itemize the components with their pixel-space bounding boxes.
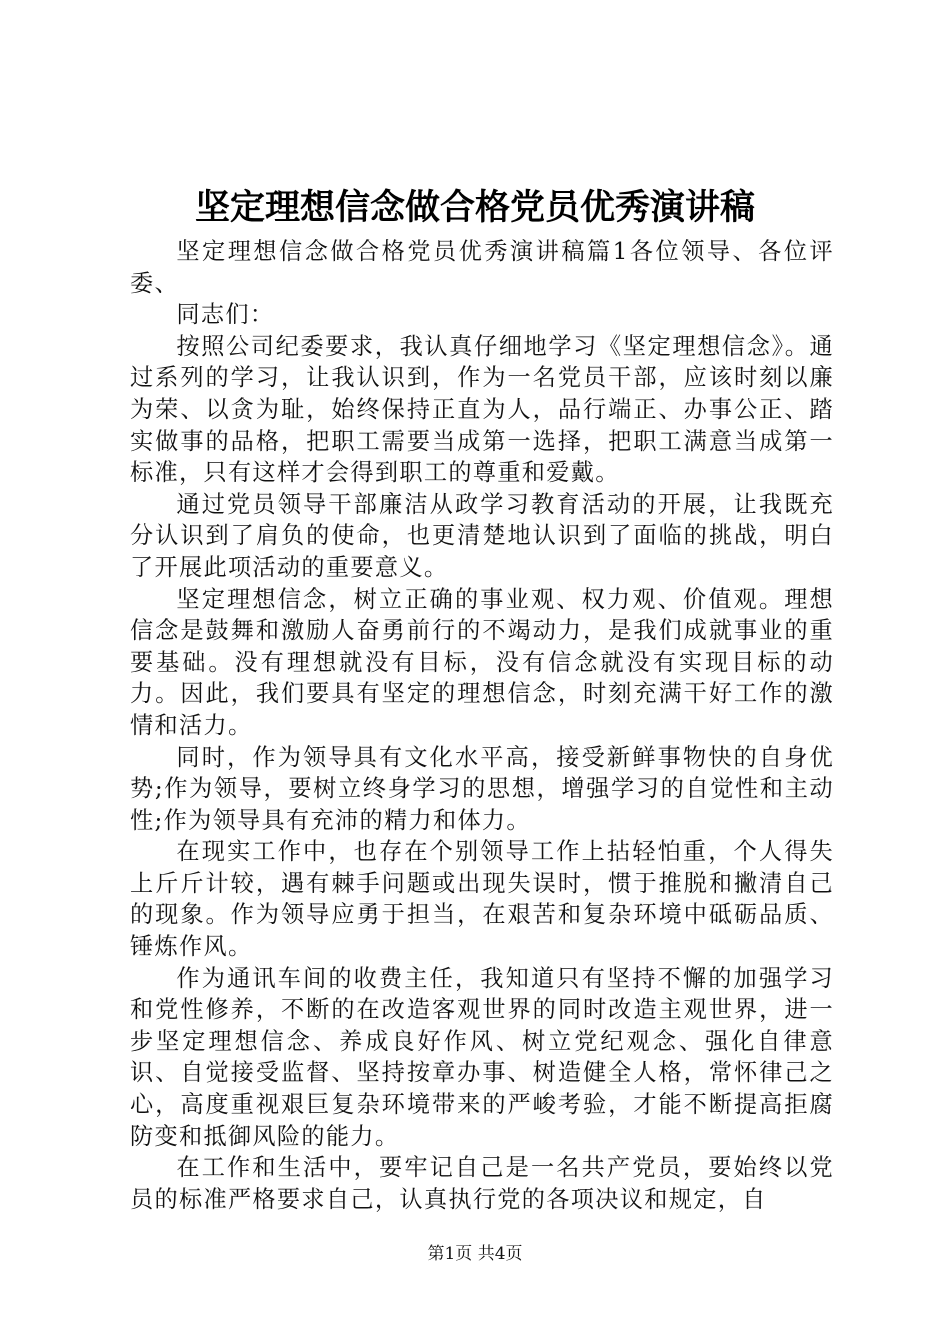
paragraph: 坚定理想信念，树立正确的事业观、权力观、价值观。理想信念是鼓舞和激励人奋勇前行的不竭动力，是我们成就事业的重要基础。没有理想就没有目标，没有信念就没有实现目标的动力。因此，我们要具有坚定的理想信念，时刻充满干好工作的激情和活力。 bbox=[130, 585, 834, 739]
document-title: 坚定理想信念做合格党员优秀演讲稿 bbox=[194, 187, 755, 228]
paragraph: 按照公司纪委要求，我认真仔细地学习《坚定理想信念》。通过系列的学习，让我认识到，作为一名党员干部，应该时刻以廉为荣、以贪为耻，始终保持正直为人，品行端正、办事公正、踏实做事的品格，把职工需要当成第一选择，把职工满意当成第一标准，只有这样才会得到职工的尊重和爱戴。 bbox=[130, 332, 834, 487]
page-number-footer: 第1页 共4页 bbox=[427, 1244, 523, 1264]
paragraph: 作为通讯车间的收费主任，我知道只有坚持不懈的加强学习和党性修养，不断的在改造客观世界的同时改造主观世界，进一步坚定理想信念、养成良好作风、树立党纪观念、强化自律意识、自觉接受监督、坚持按章办事、树造健全人格，常怀律己之心，高度重视艰巨复杂环境带来的严峻考验，才能不断提高拒腐防变和抵御风险的能力。 bbox=[130, 964, 834, 1150]
paragraph: 在工作和生活中，要牢记自己是一名共产党员，要始终以党员的标准严格要求自己，认真执行党的各项决议和规定，自 bbox=[130, 1154, 834, 1213]
paragraph: 通过党员领导干部廉洁从政学习教育活动的开展，让我既充分认识到了肩负的使命，也更清楚地认识到了面临的挑战，明白了开展此项活动的重要意义。 bbox=[130, 490, 834, 581]
paragraph: 在现实工作中，也存在个别领导工作上拈轻怕重，个人得失上斤斤计较，遇有棘手问题或出现失误时，惯于推脱和撇清自己的现象。作为领导应勇于担当，在艰苦和复杂环境中砥砺品质、锤炼作风。 bbox=[130, 838, 834, 961]
document-body bbox=[130, 236, 834, 1215]
paragraph: 坚定理想信念做合格党员优秀演讲稿篇1各位领导、各位评委、 bbox=[130, 238, 834, 297]
paragraph: 同志们： bbox=[176, 301, 275, 329]
paragraph: 同时，作为领导具有文化水平高，接受新鲜事物快的自身优势;作为领导，要树立终身学习的思想，增强学习的自觉性和主动性;作为领导具有充沛的精力和体力。 bbox=[130, 743, 834, 834]
